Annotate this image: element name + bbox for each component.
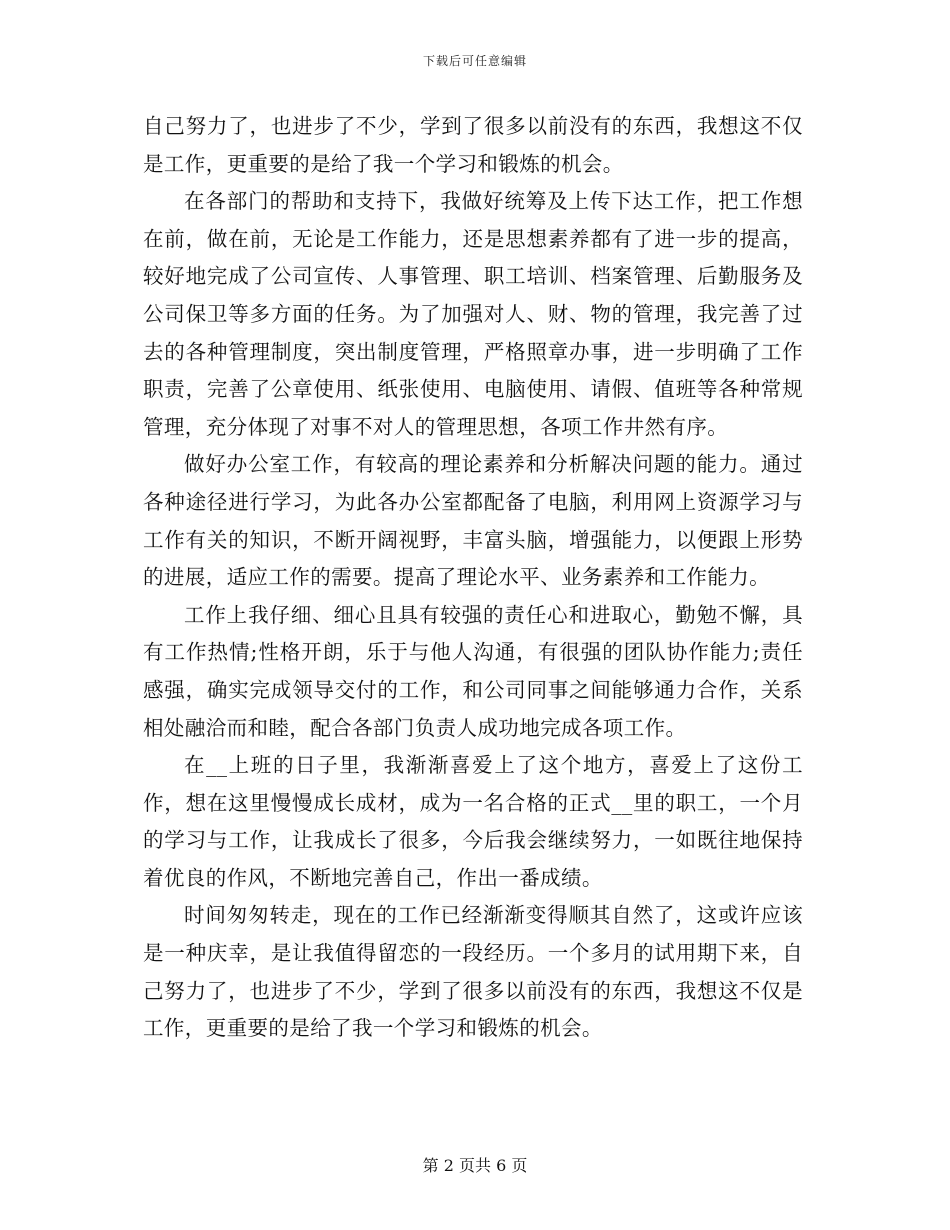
paragraph-continued: 自己努力了，也进步了不少，学到了很多以前没有的东西，我想这不仅是工作，更重要的是给了我一个学习和锻炼的机会。 xyxy=(143,114,803,176)
page-number-footer: 第 2 页共 6 页 xyxy=(422,1156,528,1175)
document-body xyxy=(143,108,803,1048)
paragraph: 时间匆匆转走，现在的工作已经渐渐变得顺其自然了，这或许应该是一种庆幸，是让我值得留恋的一段经历。一个多月的试用期下来，自己努力了，也进步了不少，学到了很多以前没有的东西，我想这不仅是工作，更重要的是给了我一个学习和锻炼的机会。 xyxy=(143,903,803,1041)
paragraph: 在各部门的帮助和支持下，我做好统筹及上传下达工作，把工作想在前，做在前，无论是工作能力，还是思想素养都有了进一步的提高，较好地完成了公司宣传、人事管理、职工培训、档案管理、后勤服务及公司保卫等多方面的任务。为了加强对人、财、物的管理，我完善了过去的各种管理制度，突出制度管理，严格照章办事，进一步明确了工作职责，完善了公章使用、纸张使用、电脑使用、请假、值班等各种常规管理，充分体现了对事不对人的管理思想，各项工作井然有序。 xyxy=(143,189,803,439)
paragraph: 工作上我仔细、细心且具有较强的责任心和进取心，勤勉不懈，具有工作热情;性格开朗，乐于与他人沟通，有很强的团队协作能力;责任感强，确实完成领导交付的工作，和公司同事之间能够通力合作，关系相处融洽而和睦，配合各部门负责人成功地完成各项工作。 xyxy=(143,602,803,740)
paragraph: 做好办公室工作，有较高的理论素养和分析解决问题的能力。通过各种途径进行学习，为此各办公室都配备了电脑，利用网上资源学习与工作有关的知识，不断开阔视野，丰富头脑，增强能力，以便跟上形势的进展，适应工作的需要。提高了理论水平、业务素养和工作能力。 xyxy=(143,452,803,590)
paragraph: 在__上班的日子里，我渐渐喜爱上了这个地方，喜爱上了这份工作，想在这里慢慢成长成材，成为一名合格的正式__里的职工，一个月的学习与工作，让我成长了很多，今后我会继续努力，一如既往地保持着优良的作风，不断地完善自己，作出一番成绩。 xyxy=(143,753,803,890)
page-header: 下载后可任意编辑 xyxy=(422,54,527,68)
